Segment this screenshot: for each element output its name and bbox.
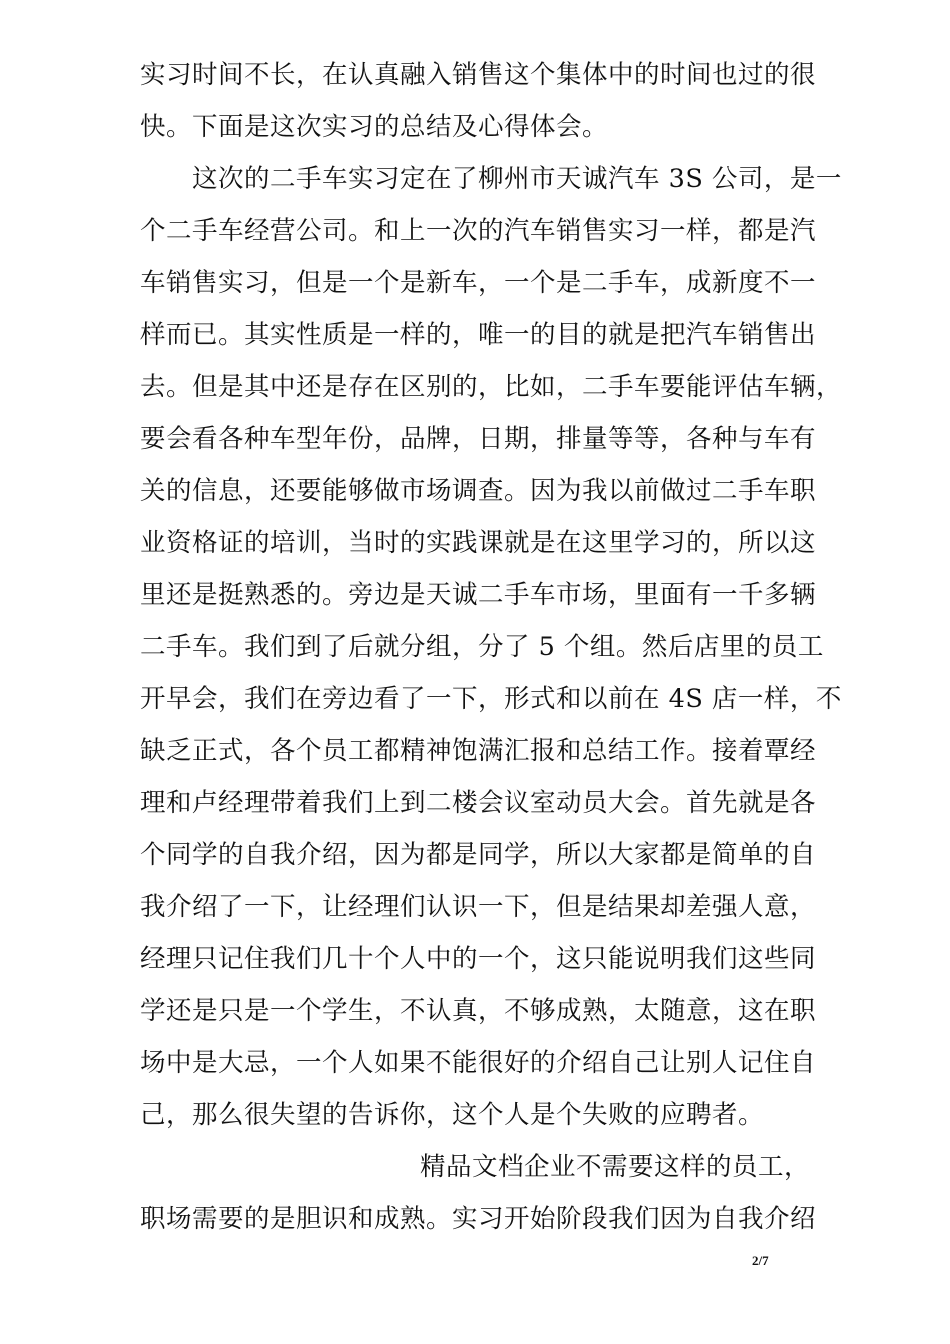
text-line: 去。但是其中还是存在区别的，比如，二手车要能评估车辆， [140,372,843,402]
text-line: 业资格证的培训，当时的实践课就是在这里学习的，所以这 [140,528,817,558]
text-line: 关的信息，还要能够做市场调查。因为我以前做过二手车职 [140,476,817,506]
paragraph-start-line: 这次的二手车实习定在了柳州市天诚汽车 3S 公司，是一 [192,164,842,194]
page-number: 2/7 [752,1253,769,1268]
text-line: 个二手车经营公司。和上一次的汽车销售实习一样，都是汽 [140,216,817,246]
text-line: 快。下面是这次实习的总结及心得体会。 [140,112,609,142]
text-line: 学还是只是一个学生，不认真，不够成熟，太随意，这在职 [140,996,817,1026]
text-line: 缺乏正式，各个员工都精神饱满汇报和总结工作。接着覃经 [140,736,817,766]
text-line: 我介绍了一下，让经理们认识一下，但是结果却差强人意， [140,892,817,922]
text-line: 理和卢经理带着我们上到二楼会议室动员大会。首先就是各 [140,788,817,818]
text-line: 开早会，我们在旁边看了一下，形式和以前在 4S 店一样，不 [140,684,842,714]
text-line: 职场需要的是胆识和成熟。实习开始阶段我们因为自我介绍 [140,1204,817,1234]
text-line: 个同学的自我介绍，因为都是同学，所以大家都是简单的自 [140,840,817,870]
indented-text-line: 精品文档企业不需要这样的员工， [420,1152,811,1182]
text-line: 里还是挺熟悉的。旁边是天诚二手车市场，里面有一千多辆 [140,580,817,610]
text-line: 经理只记住我们几十个人中的一个，这只能说明我们这些同 [140,944,817,974]
text-line: 要会看各种车型年份，品牌，日期，排量等等，各种与车有 [140,424,817,454]
text-line: 样而已。其实性质是一样的，唯一的目的就是把汽车销售出 [140,320,817,350]
text-line: 实习时间不长，在认真融入销售这个集体中的时间也过的很 [140,60,817,90]
text-line: 车销售实习，但是一个是新车，一个是二手车，成新度不一 [140,268,817,298]
text-line: 二手车。我们到了后就分组，分了 5 个组。然后店里的员工 [140,632,824,662]
text-line: 己，那么很失望的告诉你，这个人是个失败的应聘者。 [140,1100,765,1130]
text-line: 场中是大忌，一个人如果不能很好的介绍自己让别人记住自 [140,1048,817,1078]
